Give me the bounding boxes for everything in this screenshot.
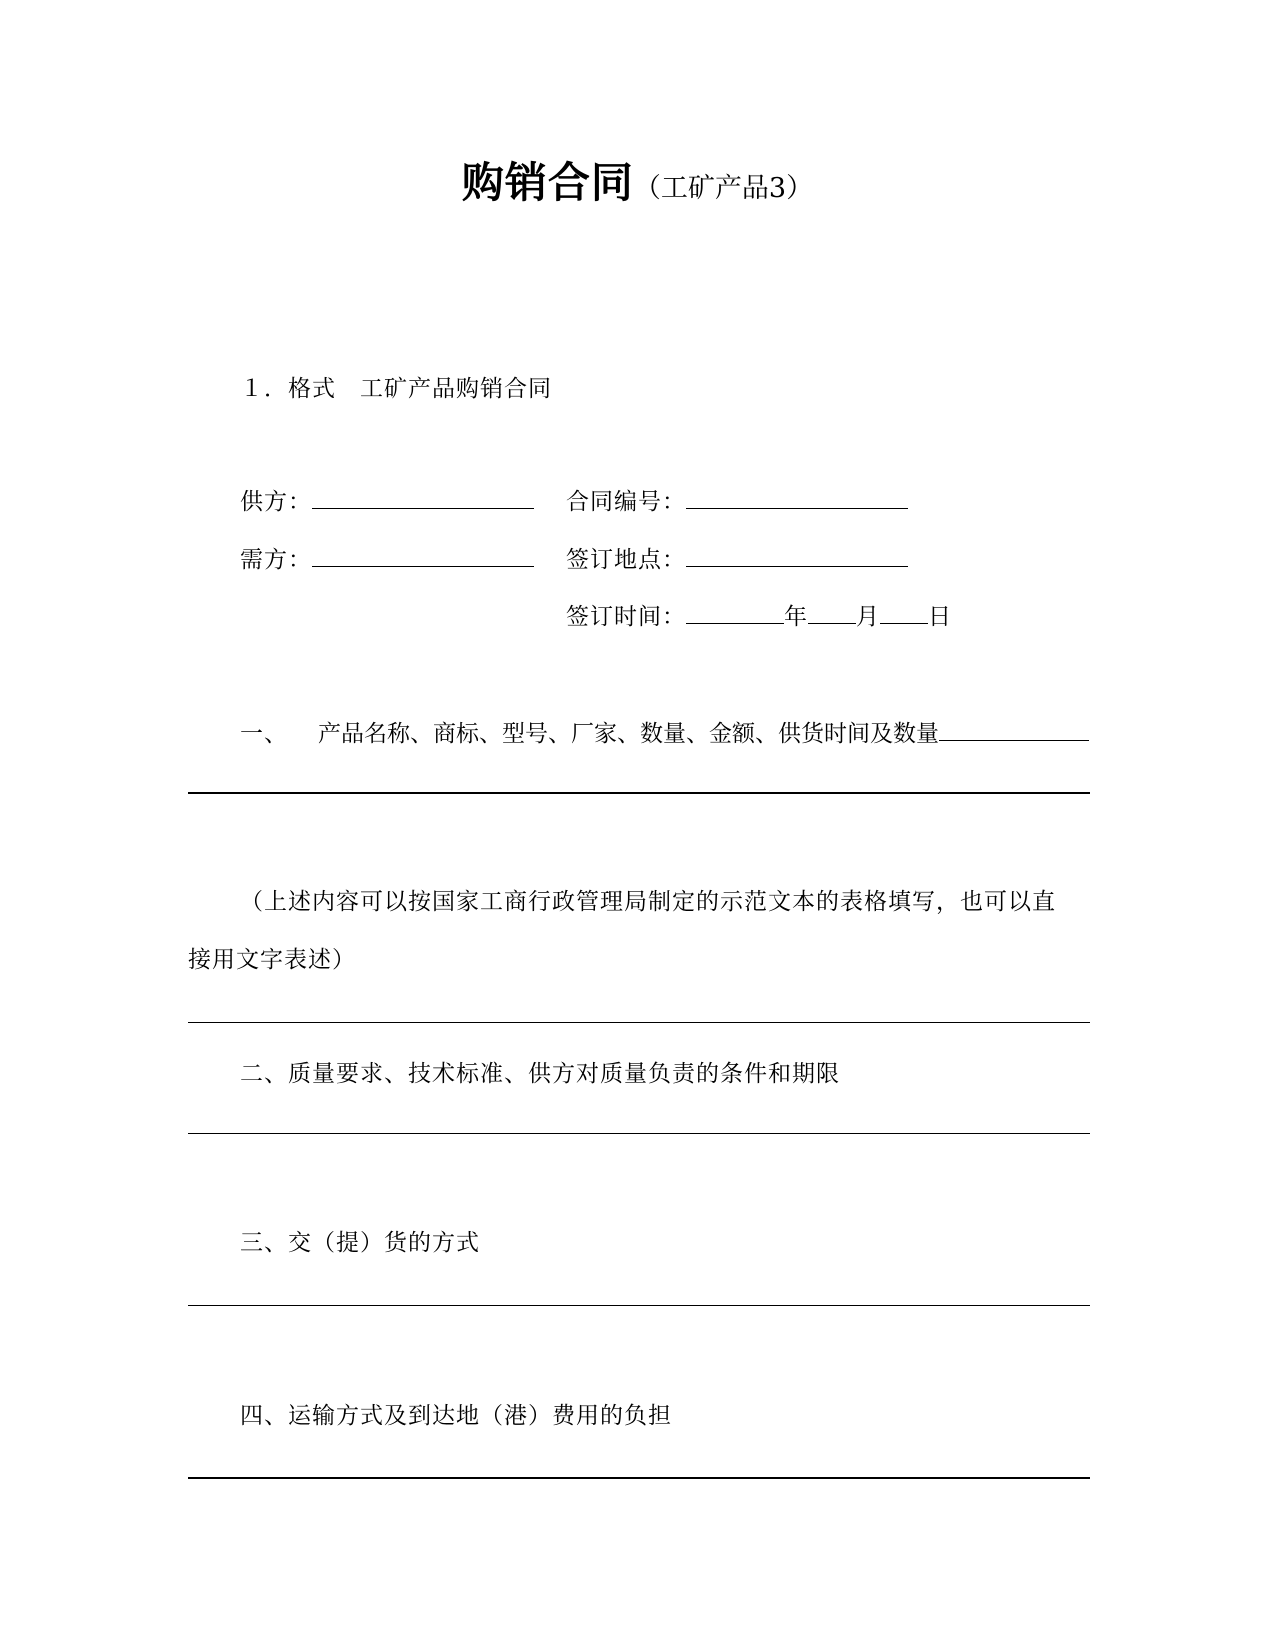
document-title <box>0 150 1275 210</box>
sign-day-field[interactable] <box>880 601 928 624</box>
section-1-number: 一、 <box>240 721 288 747</box>
title-subtitle: （工矿产品3） <box>633 173 814 204</box>
contract-number-field[interactable] <box>686 486 908 509</box>
section-2-title: 二、质量要求、技术标准、供方对质量负责的条件和期限 <box>240 1061 840 1087</box>
sign-place-field[interactable] <box>686 544 908 567</box>
sign-place-label: 签订地点： <box>566 547 686 573</box>
sign-month-field[interactable] <box>808 601 856 624</box>
note-line-2: 接用文字表述） <box>188 947 356 973</box>
contract-number-row <box>566 483 908 516</box>
section-3-title: 三、交（提）货的方式 <box>240 1230 480 1256</box>
note-answer-line[interactable] <box>188 1022 1090 1023</box>
section-1-answer-line[interactable] <box>188 792 1090 794</box>
contract-number-label: 合同编号： <box>566 489 686 515</box>
format-line: １．格式 工矿产品购销合同 <box>240 376 552 402</box>
buyer-row <box>240 541 534 574</box>
buyer-label: 需方： <box>240 547 312 573</box>
section-4-answer-line[interactable] <box>188 1477 1090 1479</box>
sign-time-label: 签订时间： <box>566 604 686 630</box>
year-label: 年 <box>784 604 808 630</box>
day-label: 日 <box>928 604 952 630</box>
section-1-field[interactable] <box>939 718 1089 741</box>
title-main: 购销合同 <box>461 158 634 207</box>
section-1-row <box>318 715 1089 748</box>
section-4-title: 四、运输方式及到达地（港）费用的负担 <box>240 1403 672 1429</box>
sign-year-field[interactable] <box>686 601 784 624</box>
month-label: 月 <box>856 604 880 630</box>
sign-time-row <box>566 598 952 631</box>
section-3-answer-line[interactable] <box>188 1305 1090 1306</box>
supplier-label: 供方： <box>240 489 312 515</box>
buyer-field[interactable] <box>312 544 534 567</box>
supplier-row <box>240 483 534 516</box>
section-1-title: 产品名称、商标、型号、厂家、数量、金额、供货时间及数量 <box>318 721 939 747</box>
section-2-answer-line[interactable] <box>188 1133 1090 1134</box>
note-line-1: （上述内容可以按国家工商行政管理局制定的示范文本的表格填写，也可以直 <box>240 889 1056 915</box>
sign-place-row <box>566 541 908 574</box>
supplier-field[interactable] <box>312 486 534 509</box>
